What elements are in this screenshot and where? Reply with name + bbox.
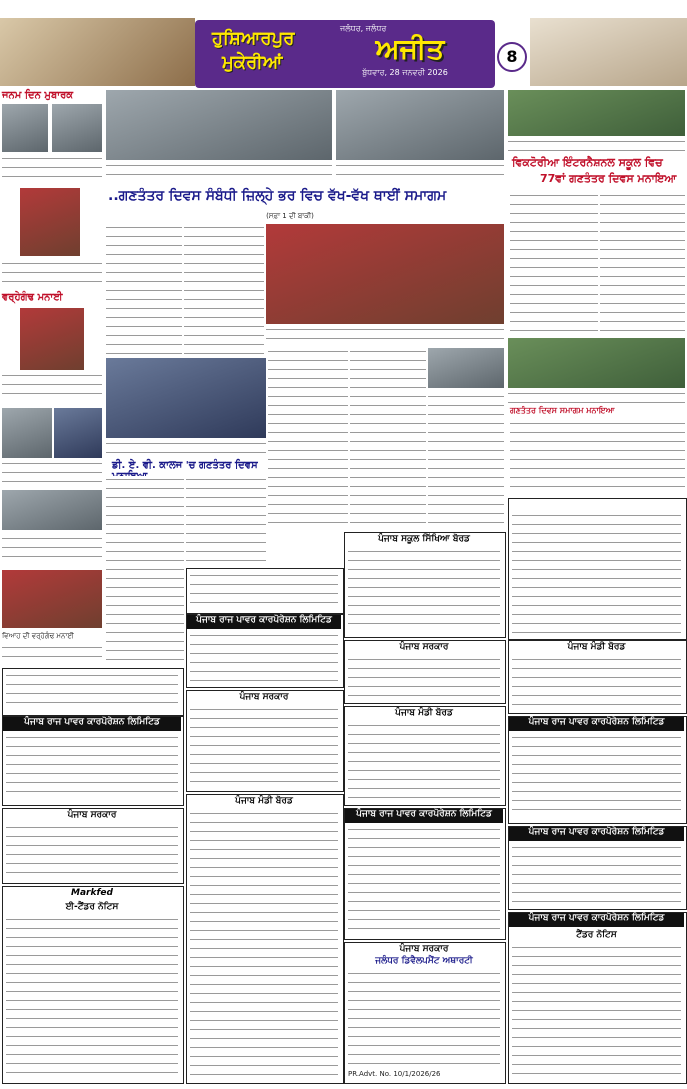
story-text [350, 348, 426, 528]
ad-text [6, 824, 178, 878]
ad-title: ਪੰਜਾਬ ਮੰਡੀ ਬੋਰਡ [235, 796, 293, 806]
ad-title: ਪੰਜਾਬ ਸਰਕਾਰ [399, 642, 449, 652]
caption-text [2, 460, 102, 486]
ad-title: ਪੰਜਾਬ ਰਾਜ ਪਾਵਰ ਕਾਰਪੋਰੇਸ਼ਨ ਲਿਮਿਟਿਡ [509, 913, 684, 927]
story-text [106, 224, 182, 354]
ad-text [190, 706, 338, 786]
ad-text [512, 844, 681, 904]
college-headline: ਡੀ. ਏ. ਵੀ. ਕਾਲਜ 'ਚ ਗਣਤੰਤਰ ਦਿਵਸ [112, 460, 258, 471]
ad-subtitle: ਜਲੰਧਰ ਡਿਵੈਲਪਮੈਂਟ ਅਥਾਰਟੀ [375, 956, 473, 966]
masthead-photo-right [530, 18, 687, 86]
masthead-place: ਜਲੰਧਰ, ਜਲੰਧਰ [340, 24, 387, 33]
masthead-photo-left [0, 18, 195, 86]
ad-subtitle: ਟੈਂਡਰ ਨੋਟਿਸ [576, 930, 617, 940]
photo-caption [266, 326, 504, 344]
ad-text [348, 722, 500, 800]
couple-photo [54, 408, 102, 458]
ad-text [348, 548, 500, 632]
caption-text [2, 535, 102, 565]
birthday-photo [52, 104, 102, 152]
ad-text [6, 672, 178, 710]
right-sub-headline: ਗਣਤੰਤਰ ਦਿਵਸ ਸਮਾਗਮ ਮਨਾਇਆ [510, 406, 615, 415]
story-text [186, 476, 266, 566]
photo-caption [508, 138, 685, 154]
news-photo [428, 348, 504, 388]
news-photo [106, 90, 332, 160]
ad-subtitle: ਈ-ਟੈਂਡਰ ਨੋਟਿਸ [65, 902, 119, 912]
pr-number: PR.Advt. No. 10/1/2026/26 [348, 1070, 441, 1078]
story-text [184, 224, 264, 354]
ad-text [348, 656, 500, 698]
ad-title: ਪੰਜਾਬ ਸਕੂਲ ਸਿੱਖਿਆ ਬੋਰਡ [378, 534, 470, 544]
couple-photo [2, 408, 52, 458]
birthday-header: ਜਨਮ ਦਿਨ ਮੁਬਾਰਕ [2, 90, 74, 101]
story-text [106, 476, 184, 666]
ad-title: ਪੰਜਾਬ ਰਾਜ ਪਾਵਰ ਕਾਰਪੋਰੇਸ਼ਨ ਲਿਮਿਟਿਡ [187, 615, 341, 629]
ad-title: ਪੰਜਾਬ ਰਾਜ ਪਾਵਰ ਕਾਰਪੋਰੇਸ਼ਨ ਲਿਮਿਟਿਡ [509, 827, 684, 841]
right-story-headline-1: ਵਿਕਟੋਰੀਆ ਇੰਟਰਨੈਸ਼ਨਲ ਸਕੂਲ ਵਿਚ [512, 156, 663, 169]
ad-text [512, 656, 681, 708]
birthday-photo [2, 104, 48, 152]
couple-photo [2, 490, 102, 530]
photo-caption [508, 390, 685, 404]
anniversary-header: ਵਰ੍ਹੇਗੰਢ ਮਨਾਈ [2, 292, 63, 303]
story-text [510, 192, 598, 334]
ad-title: ਪੰਜਾਬ ਰਾਜ ਪਾਵਰ ਕਾਰਪੋਰੇਸ਼ਨ ਲਿਮਿਟਿਡ [509, 717, 684, 731]
story-text [510, 420, 685, 494]
photo-caption [336, 162, 504, 182]
news-photo [508, 338, 685, 388]
ad-title: ਪੰਜਾਬ ਸਰਕਾਰ [399, 944, 449, 954]
birthday-photo [20, 188, 80, 256]
caption-text [2, 155, 102, 183]
ad-title: ਪੰਜਾਬ ਸਰਕਾਰ [67, 810, 117, 820]
page-number: 8 [497, 42, 527, 72]
ad-text [512, 512, 681, 634]
ad-text [190, 632, 338, 682]
headline-continued: (ਸਫ਼ਾ 1 ਦੀ ਬਾਕੀ) [266, 212, 314, 220]
ad-text [512, 734, 681, 818]
news-photo [266, 224, 504, 324]
caption-text [2, 260, 102, 282]
ad-title: ਪੰਜਾਬ ਰਾਜ ਪਾਵਰ ਕਾਰਪੋਰੇਸ਼ਨ ਲਿਮਿਟਿਡ [3, 717, 181, 731]
couple-photo [2, 570, 102, 628]
caption-text [2, 372, 102, 396]
ad-text [6, 916, 178, 1076]
masthead-city-2: ਮੁਕੇਰੀਆਂ [222, 52, 283, 73]
ad-text [190, 810, 338, 1078]
photo-caption [106, 162, 332, 182]
ad-text [6, 734, 178, 800]
news-photo [336, 90, 504, 160]
ad-text [190, 572, 338, 608]
right-story-headline-2: 77ਵਾਂ ਗਣਤੰਤਰ ਦਿਵਸ ਮਨਾਇਆ [540, 172, 677, 185]
ad-title: ਪੰਜਾਬ ਮੰਡੀ ਬੋਰਡ [395, 708, 453, 718]
anniversary-notice: ਵਿਆਹ ਦੀ ਵਰ੍ਹੇਗੰਢ ਮਨਾਈ [2, 632, 74, 640]
caption-text [2, 644, 102, 664]
ad-text [348, 970, 500, 1066]
ad-text [512, 944, 681, 1078]
couple-photo [20, 308, 84, 370]
photo-caption [106, 440, 266, 454]
ad-title: Markfed [71, 888, 113, 898]
ad-title: ਪੰਜਾਬ ਸਰਕਾਰ [239, 692, 289, 702]
news-photo [106, 358, 266, 438]
masthead-city-1: ਹੁਸ਼ਿਆਰਪੁਰ [212, 28, 295, 49]
masthead-paper-name: ਅਜੀਤ [375, 32, 445, 65]
ad-title: ਪੰਜਾਬ ਮੰਡੀ ਬੋਰਡ [567, 642, 626, 652]
masthead-date: ਬੁੱਧਵਾਰ, 28 ਜਨਵਰੀ 2026 [362, 68, 448, 77]
ad-text [348, 826, 500, 934]
news-photo [508, 90, 685, 136]
main-headline: ..ਗਣਤੰਤਰ ਦਿਵਸ ਸੰਬੰਧੀ ਜ਼ਿਲ੍ਹੇ ਭਰ ਵਿਚ ਵੱਖ-ਵੱਖ ਥਾਈਂ ਸਮਾਗਮ [108, 188, 447, 204]
story-text [600, 192, 685, 334]
ad-title: ਪੰਜਾਬ ਰਾਜ ਪਾਵਰ ਕਾਰਪੋਰੇਸ਼ਨ ਲਿਮਿਟਿਡ [345, 809, 503, 823]
story-text [268, 348, 348, 528]
